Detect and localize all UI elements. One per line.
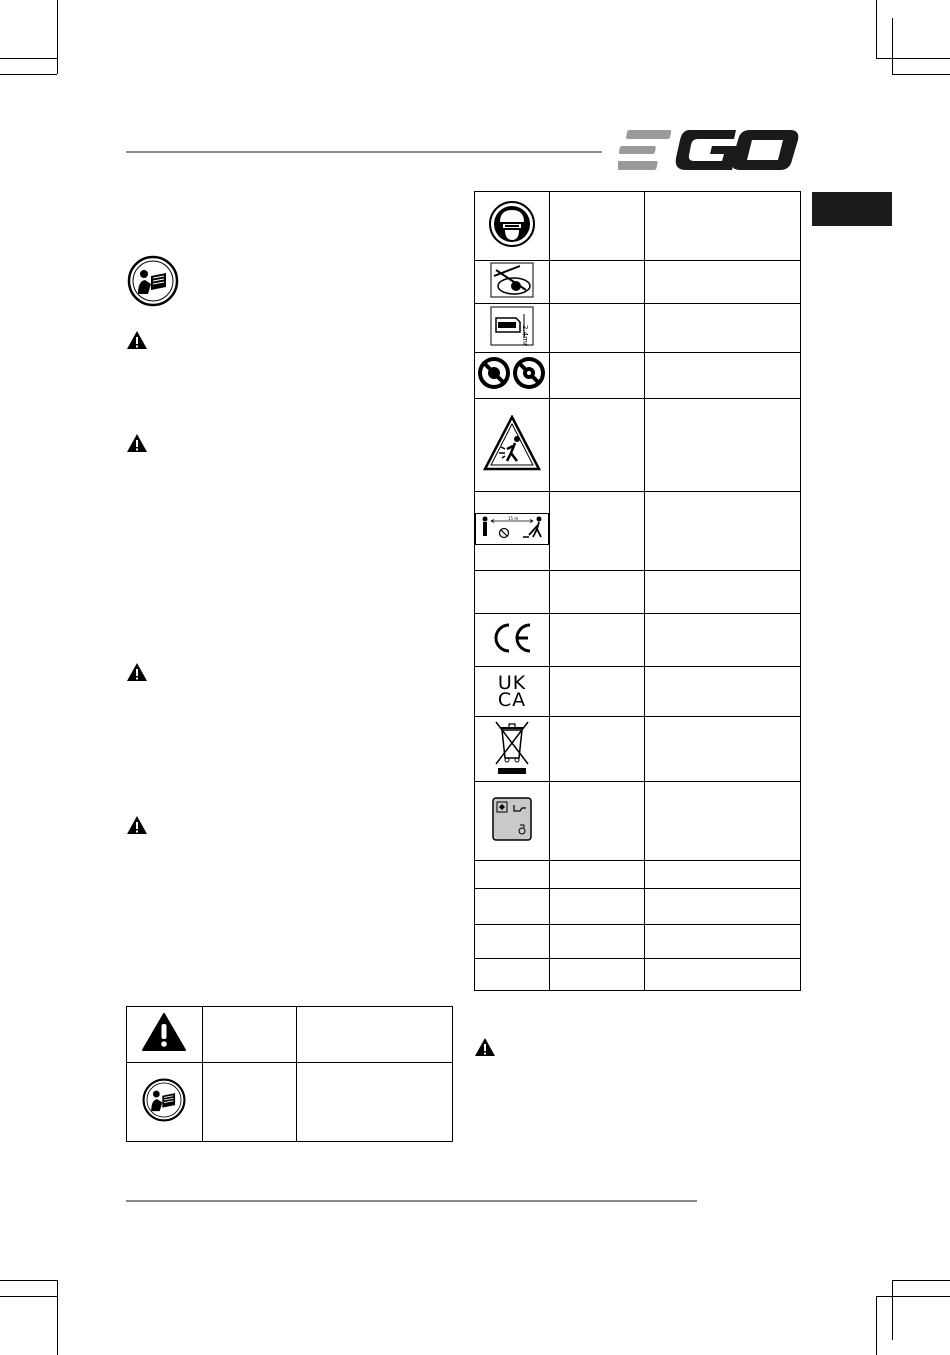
table-row <box>127 1063 453 1142</box>
footer-rule <box>126 1200 697 1202</box>
svg-text:2.4mm: 2.4mm <box>521 324 529 346</box>
table-row <box>475 399 801 492</box>
table-row <box>475 925 801 959</box>
crop-mark-br-h <box>892 1280 950 1281</box>
table-row <box>475 959 801 991</box>
keep-bystanders-away-icon <box>475 513 549 545</box>
crop-mark-tl-h2 <box>0 58 57 59</box>
language-tab <box>812 192 892 226</box>
no-saw-blade-icon <box>476 354 548 392</box>
table-row <box>475 889 801 925</box>
ukca-line1: UK <box>497 671 527 694</box>
table-row <box>475 192 801 261</box>
crop-mark-br-h2 <box>876 1296 950 1297</box>
warning-triangle-icon <box>126 433 148 453</box>
weee-crossed-bin-icon <box>492 718 532 776</box>
table-row <box>475 571 801 614</box>
crop-mark-bl-h2 <box>0 1296 57 1297</box>
table-row <box>127 1007 453 1063</box>
crop-mark-tr-v2 <box>892 18 893 74</box>
crop-mark-tr-v <box>876 0 877 58</box>
table-row <box>475 782 801 861</box>
svg-text:15 m: 15 m <box>508 515 519 521</box>
head-eye-protection-icon <box>488 200 536 248</box>
table-row <box>475 304 801 353</box>
warning-triangle-icon <box>141 1012 187 1052</box>
table-row <box>475 261 801 304</box>
ukca-line2: CA <box>497 688 527 711</box>
read-manual-icon <box>141 1077 187 1123</box>
crop-mark-tr-h2 <box>876 58 950 59</box>
warning-triangle-icon <box>474 1037 496 1057</box>
table-row <box>475 614 801 667</box>
read-manual-icon <box>126 254 180 308</box>
thrown-objects-hazard-icon <box>483 415 541 471</box>
symbol-table-left <box>126 1006 453 1142</box>
crop-mark-bl-h <box>0 1280 57 1281</box>
ukca-mark-icon <box>475 671 549 711</box>
warning-triangle-icon <box>126 662 148 682</box>
no-metal-blades-icon <box>490 262 534 298</box>
warning-triangle-icon <box>126 330 148 350</box>
crop-mark-bl-v <box>57 1280 58 1355</box>
crop-mark-br-v2 <box>892 1280 893 1340</box>
table-row <box>475 667 801 717</box>
ce-mark-icon <box>490 621 534 655</box>
crop-mark-tl-h <box>0 74 57 75</box>
crop-mark-tl-v <box>57 0 58 74</box>
header-rule <box>126 151 602 153</box>
table-row <box>475 717 801 782</box>
product-label-icon <box>492 797 532 841</box>
ego-logo <box>618 128 800 172</box>
table-row <box>475 492 801 571</box>
table-row <box>475 353 801 399</box>
symbol-table-right <box>474 191 801 991</box>
table-row <box>475 861 801 889</box>
crop-mark-tr-h <box>892 74 950 75</box>
warning-triangle-icon <box>126 815 148 835</box>
crop-mark-br-v <box>876 1296 877 1355</box>
line-diameter-icon <box>490 306 534 346</box>
